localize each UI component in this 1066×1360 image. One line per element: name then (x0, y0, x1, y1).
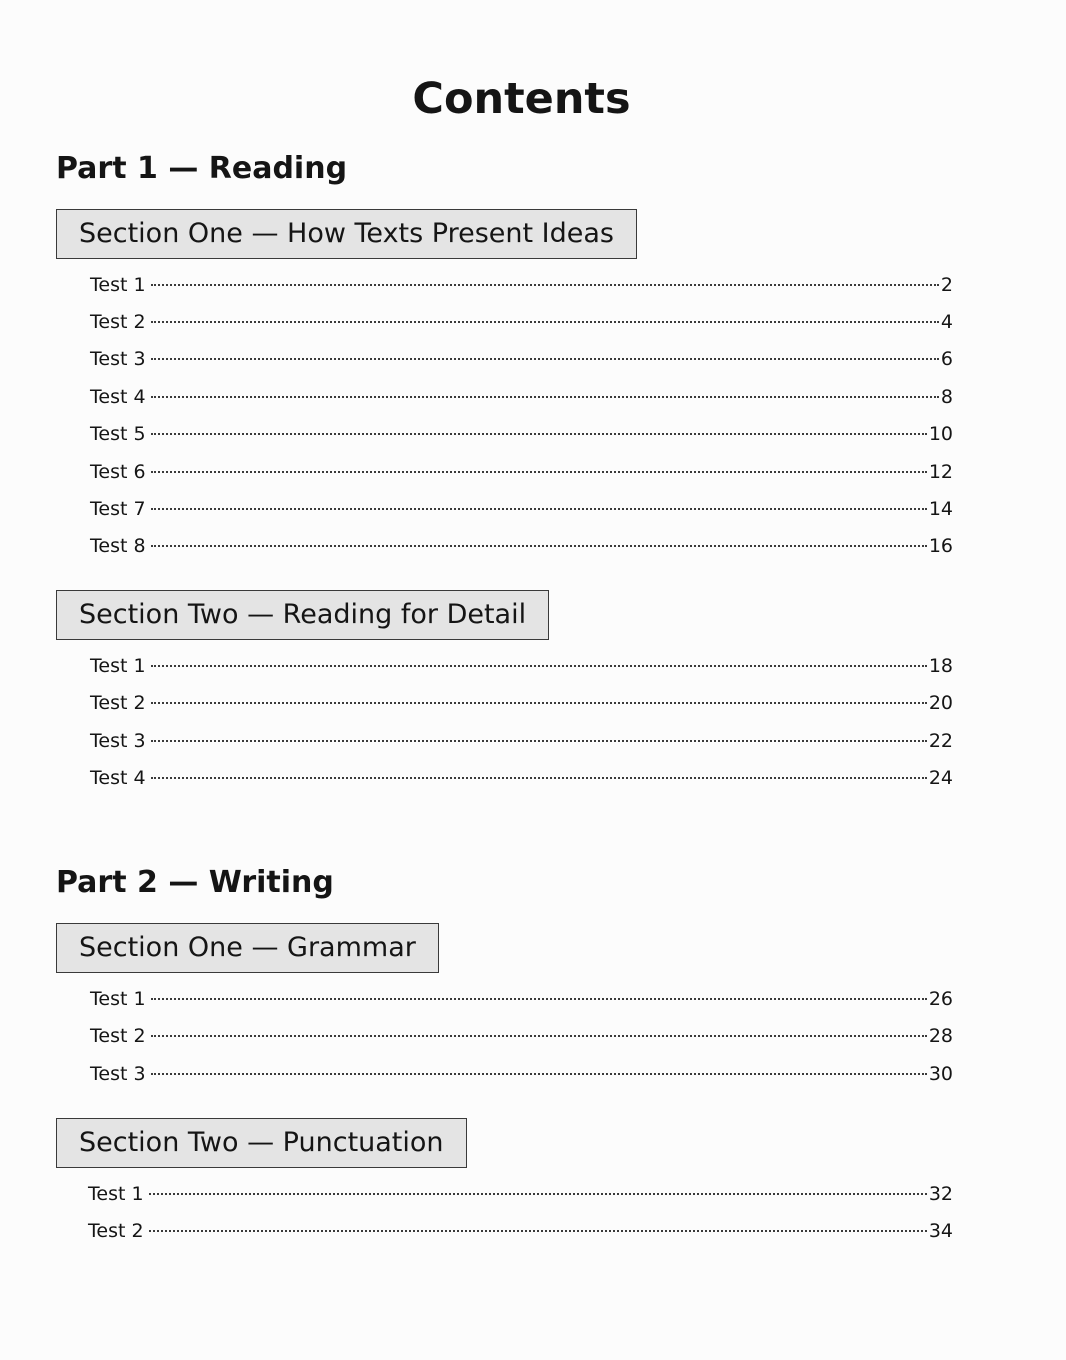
toc-entry-page-number: 24 (928, 767, 953, 789)
dot-leader (151, 283, 939, 286)
section-heading-how-texts-present-ideas: Section One — How Texts Present Ideas (56, 209, 637, 259)
toc-entry[interactable] (90, 651, 953, 681)
toc-entry-page-number: 34 (928, 1220, 953, 1242)
dot-leader (151, 544, 927, 547)
toc-entry-label: Test 1 (90, 988, 146, 1010)
toc-entry[interactable] (90, 419, 953, 449)
toc-entry-label: Test 2 (90, 692, 146, 714)
toc-entry[interactable] (88, 1179, 953, 1209)
toc-entry-label: Test 4 (90, 386, 146, 408)
toc-entry[interactable] (90, 270, 953, 300)
dot-leader (151, 776, 927, 779)
dot-leader (151, 395, 939, 398)
toc-entry-label: Test 1 (88, 1183, 144, 1205)
toc-entry-label: Test 2 (90, 1025, 146, 1047)
dot-leader (151, 997, 927, 1000)
toc-entry-page-number: 12 (928, 461, 953, 483)
dot-leader (151, 739, 927, 742)
toc-entry[interactable] (90, 688, 953, 718)
dot-leader (151, 320, 939, 323)
toc-entry[interactable] (90, 1059, 953, 1089)
dot-leader (151, 357, 939, 360)
toc-entry-page-number: 30 (928, 1063, 953, 1085)
toc-entry-label: Test 3 (90, 1063, 146, 1085)
part-heading-reading: Part 1 — Reading (56, 151, 348, 186)
toc-entry-page-number: 14 (928, 498, 953, 520)
toc-entry-label: Test 7 (90, 498, 146, 520)
toc-entry-page-number: 16 (928, 535, 953, 557)
toc-entry[interactable] (90, 344, 953, 374)
section-heading-punctuation: Section Two — Punctuation (56, 1118, 467, 1168)
dot-leader (151, 1072, 927, 1075)
toc-entry[interactable] (90, 494, 953, 524)
part-heading-writing: Part 2 — Writing (56, 865, 334, 900)
dot-leader (151, 664, 927, 667)
toc-entry-label: Test 1 (90, 274, 146, 296)
toc-entry[interactable] (90, 457, 953, 487)
toc-entry-page-number: 10 (928, 423, 953, 445)
toc-entry-label: Test 3 (90, 348, 146, 370)
toc-entry-label: Test 2 (90, 311, 146, 333)
toc-entry[interactable] (90, 307, 953, 337)
toc-entry[interactable] (90, 382, 953, 412)
toc-entry-page-number: 8 (940, 386, 953, 408)
toc-entry-label: Test 8 (90, 535, 146, 557)
toc-entry[interactable] (90, 726, 953, 756)
dot-leader (151, 432, 927, 435)
toc-entry-label: Test 4 (90, 767, 146, 789)
toc-entry-page-number: 28 (928, 1025, 953, 1047)
dot-leader (149, 1192, 927, 1195)
dot-leader (151, 701, 927, 704)
toc-entry-label: Test 1 (90, 655, 146, 677)
section-heading-reading-for-detail: Section Two — Reading for Detail (56, 590, 549, 640)
dot-leader (149, 1229, 927, 1232)
toc-entry-page-number: 32 (928, 1183, 953, 1205)
toc-entry-label: Test 3 (90, 730, 146, 752)
toc-entry-page-number: 22 (928, 730, 953, 752)
toc-entry[interactable] (90, 1021, 953, 1051)
toc-entry-page-number: 20 (928, 692, 953, 714)
dot-leader (151, 470, 927, 473)
toc-entry-page-number: 26 (928, 988, 953, 1010)
toc-entry-page-number: 2 (940, 274, 953, 296)
toc-entry[interactable] (88, 1216, 953, 1246)
toc-entry[interactable] (90, 984, 953, 1014)
toc-entry-page-number: 4 (940, 311, 953, 333)
toc-entry-label: Test 5 (90, 423, 146, 445)
toc-entry[interactable] (90, 763, 953, 793)
toc-entry[interactable] (90, 531, 953, 561)
toc-entry-label: Test 2 (88, 1220, 144, 1242)
section-heading-grammar: Section One — Grammar (56, 923, 439, 973)
toc-entry-label: Test 6 (90, 461, 146, 483)
page-title: Contents (412, 74, 631, 124)
dot-leader (151, 507, 927, 510)
toc-entry-page-number: 6 (940, 348, 953, 370)
toc-entry-page-number: 18 (928, 655, 953, 677)
dot-leader (151, 1034, 927, 1037)
